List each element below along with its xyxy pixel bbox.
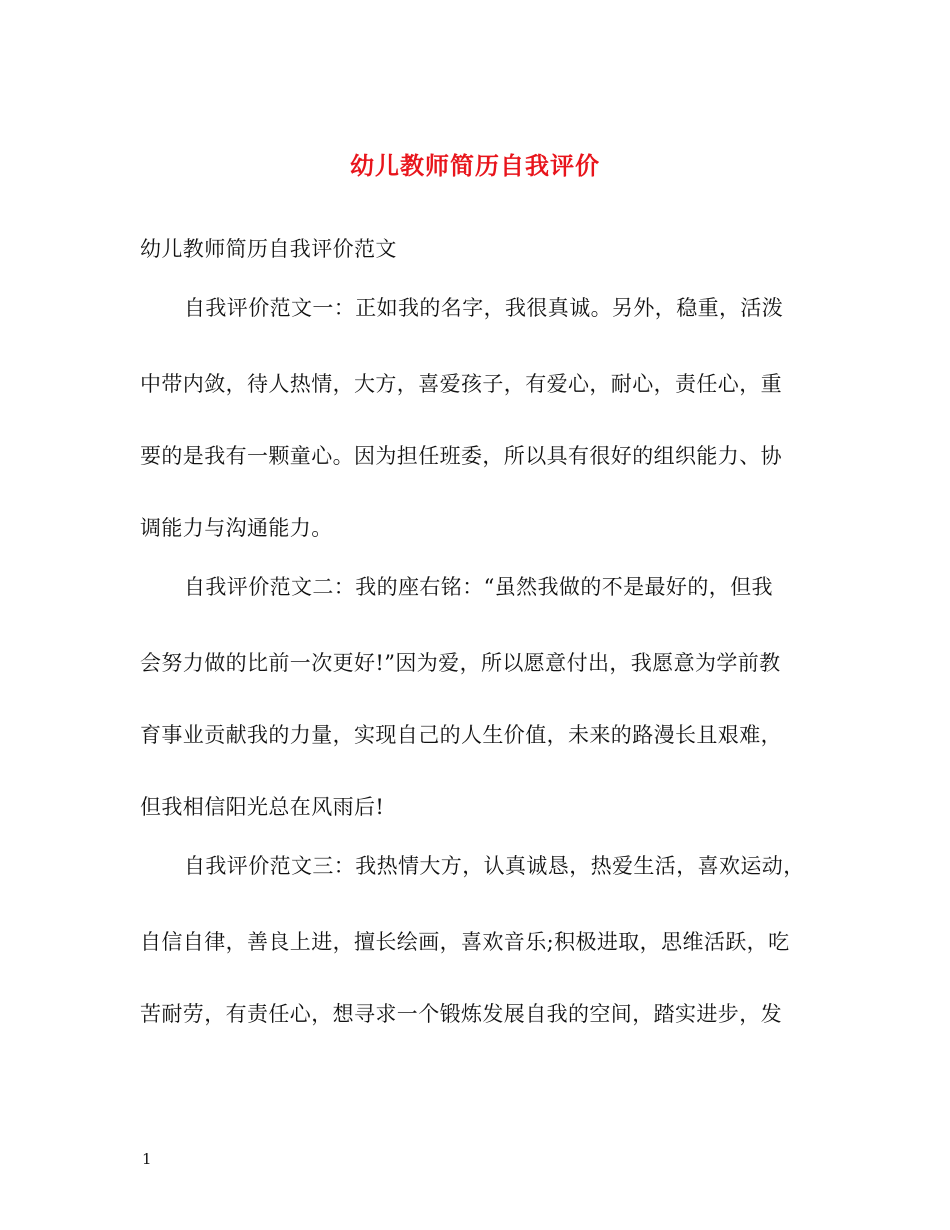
paragraph-3-line-3: 苦耐劳，有责任心，想寻求一个锻炼发展自我的空间，踏实进步，发 (140, 1002, 782, 1026)
paragraph-1-line-1: 自我评价范文一：正如我的名字，我很真诚。另外，稳重，活泼 (184, 296, 784, 320)
paragraph-2-line-2: 会努力做的比前一次更好!”因为爱，所以愿意付出，我愿意为学前教 (140, 651, 781, 675)
paragraph-1-line-4: 调能力与沟通能力。 (140, 516, 333, 540)
paragraph-1-line-3: 要的是我有一颗童心。因为担任班委，所以具有很好的组织能力、协 (140, 444, 782, 468)
subtitle-line: 幼儿教师简历自我评价范文 (140, 237, 397, 261)
document-title: 幼儿教师简历自我评价 (350, 151, 600, 180)
paragraph-1-line-2: 中带内敛，待人热情，大方，喜爱孩子，有爱心，耐心，责任心，重 (140, 372, 782, 396)
paragraph-2-line-4: 但我相信阳光总在风雨后! (140, 795, 385, 819)
paragraph-2-line-3: 育事业贡献我的力量，实现自己的人生价值，未来的路漫长且艰难， (140, 723, 782, 747)
paragraph-3-line-2: 自信自律，善良上进，擅长绘画，喜欢音乐;积极进取，思维活跃，吃 (140, 930, 790, 954)
paragraph-3-line-1: 自我评价范文三：我热情大方，认真诚恳，热爱生活，喜欢运动， (184, 854, 805, 878)
page-number: 1 (142, 1150, 152, 1168)
paragraph-2-line-1: 自我评价范文二：我的座右铭：“虽然我做的不是最好的，但我 (184, 575, 773, 599)
